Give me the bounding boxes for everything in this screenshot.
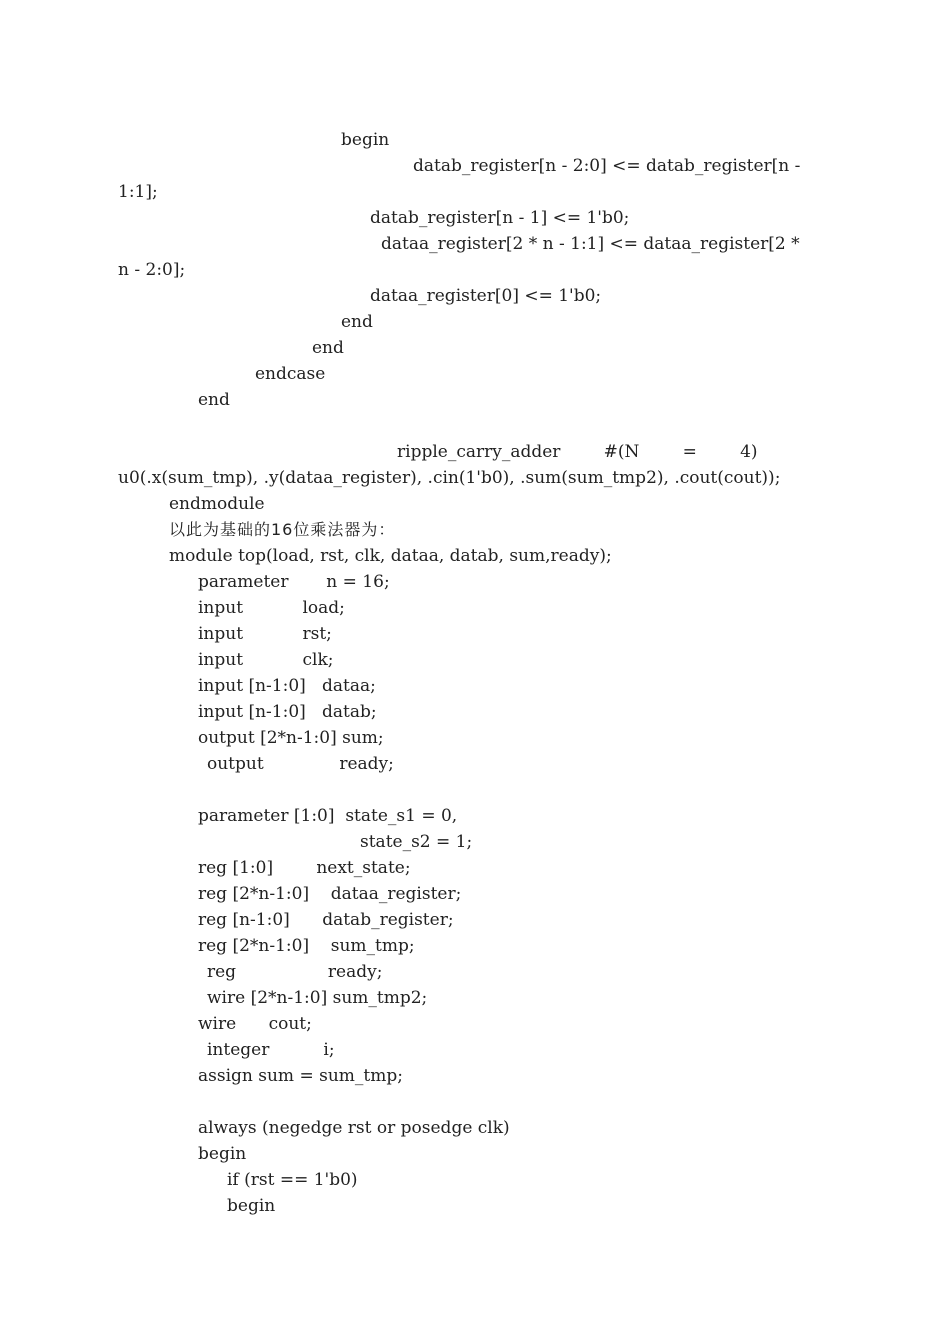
code-line: input clk; [198, 650, 334, 670]
code-line: end [341, 312, 373, 332]
code-line: ripple_carry_adder #(N = 4) [397, 442, 758, 462]
paragraph-text: 以此为基础的16位乘法器为： [169, 520, 396, 539]
code-line: wire cout; [198, 1014, 312, 1034]
code-line: wire [2*n-1:0] sum_tmp2; [207, 988, 428, 1008]
code-line: parameter [1:0] state_s1 = 0, [198, 806, 458, 826]
code-line: reg [2*n-1:0] sum_tmp; [198, 936, 415, 956]
code-line: endmodule [169, 494, 265, 514]
code-line: input rst; [198, 624, 332, 644]
code-line: module top(load, rst, clk, dataa, datab, sum,ready); [169, 546, 612, 566]
code-line: end [312, 338, 344, 358]
code-line: parameter n = 16; [198, 572, 390, 592]
code-line: endcase [255, 364, 326, 384]
code-line: input [n-1:0] dataa; [198, 676, 376, 696]
code-line: input load; [198, 598, 345, 618]
code-line: reg [2*n-1:0] dataa_register; [198, 884, 462, 904]
code-line: always (negedge rst or posedge clk) [198, 1118, 510, 1138]
code-line: datab_register[n - 2:0] <= datab_register[n - [413, 156, 801, 176]
code-line: input [n-1:0] datab; [198, 702, 377, 722]
code-line: reg [n-1:0] datab_register; [198, 910, 454, 930]
code-line: reg [1:0] next_state; [198, 858, 411, 878]
code-line: begin [198, 1144, 247, 1164]
code-line: dataa_register[0] <= 1'b0; [370, 286, 602, 306]
code-line: reg ready; [207, 962, 383, 982]
code-line: if (rst == 1'b0) [227, 1170, 358, 1190]
code-line: begin [227, 1196, 276, 1216]
code-line: output ready; [207, 754, 394, 774]
code-line: n - 2:0]; [118, 260, 186, 280]
code-line: dataa_register[2 * n - 1:1] <= dataa_register[2 * [381, 234, 800, 254]
code-line: 1:1]; [118, 182, 158, 202]
code-line: state_s2 = 1; [360, 832, 473, 852]
code-line: u0(.x(sum_tmp), .y(dataa_register), .cin(1'b0), .sum(sum_tmp2), .cout(cout)); [118, 468, 781, 488]
code-line: end [198, 390, 230, 410]
code-line: assign sum = sum_tmp; [198, 1066, 403, 1086]
code-line: datab_register[n - 1] <= 1'b0; [370, 208, 630, 228]
code-line: output [2*n-1:0] sum; [198, 728, 384, 748]
code-line: begin [341, 130, 390, 150]
code-line: integer i; [207, 1040, 335, 1060]
